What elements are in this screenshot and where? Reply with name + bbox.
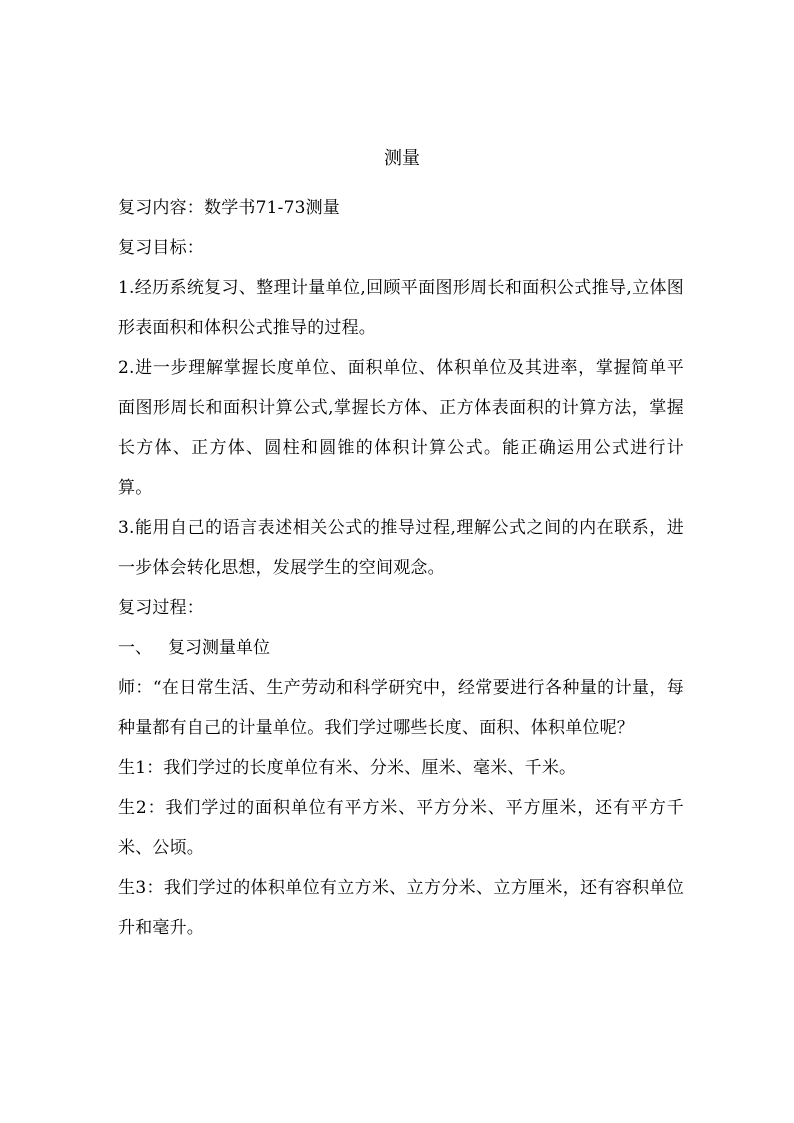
document-body — [118, 143, 684, 948]
student-line-1: 生1：我们学过的长度单位有米、分米、厘米、毫米、千米。 — [118, 758, 577, 778]
student-line-3: 生3：我们学过的体积单位有立方米、立方分米、立方厘米，还有容积单位升和毫升。 — [118, 878, 684, 938]
teacher-line: 师：“在日常生活、生产劳动和科学研究中，经常要进行各种量的计量，每种量都有自己的计量单位。我们学过哪些长度、面积、体积单位呢？ — [118, 678, 684, 738]
goal-item-3: 3.能用自己的语言表述相关公式的推导过程,理解公式之间的内在联系，进一步体会转化思想，发展学生的空间观念。 — [118, 518, 684, 578]
section-heading — [118, 628, 684, 668]
goal-item-1: 1.经历系统复习、整理计量单位,回顾平面图形周长和面积公式推导,立体图形表面积和体积公式推导的过程。 — [118, 278, 684, 338]
section-label: 复习测量单位 — [168, 638, 270, 658]
process-heading: 复习过程： — [118, 598, 204, 618]
student-line-2: 生2：我们学过的面积单位有平方米、平方分米、平方厘米，还有平方千米、公顷。 — [118, 798, 684, 858]
goals-heading: 复习目标： — [118, 238, 204, 258]
review-content-line: 复习内容：数学书71-73测量 — [118, 198, 341, 218]
goal-item-2: 2.进一步理解掌握长度单位、面积单位、体积单位及其进率，掌握简单平面图形周长和面积计算公式,掌握长方体、正方体表面积的计算方法，掌握长方体、正方体、圆柱和圆锥的体积计算公式。能正确运用公式进行计算。 — [118, 358, 684, 498]
section-number: 一、 — [118, 638, 152, 658]
page-title: 测量 — [384, 148, 420, 169]
